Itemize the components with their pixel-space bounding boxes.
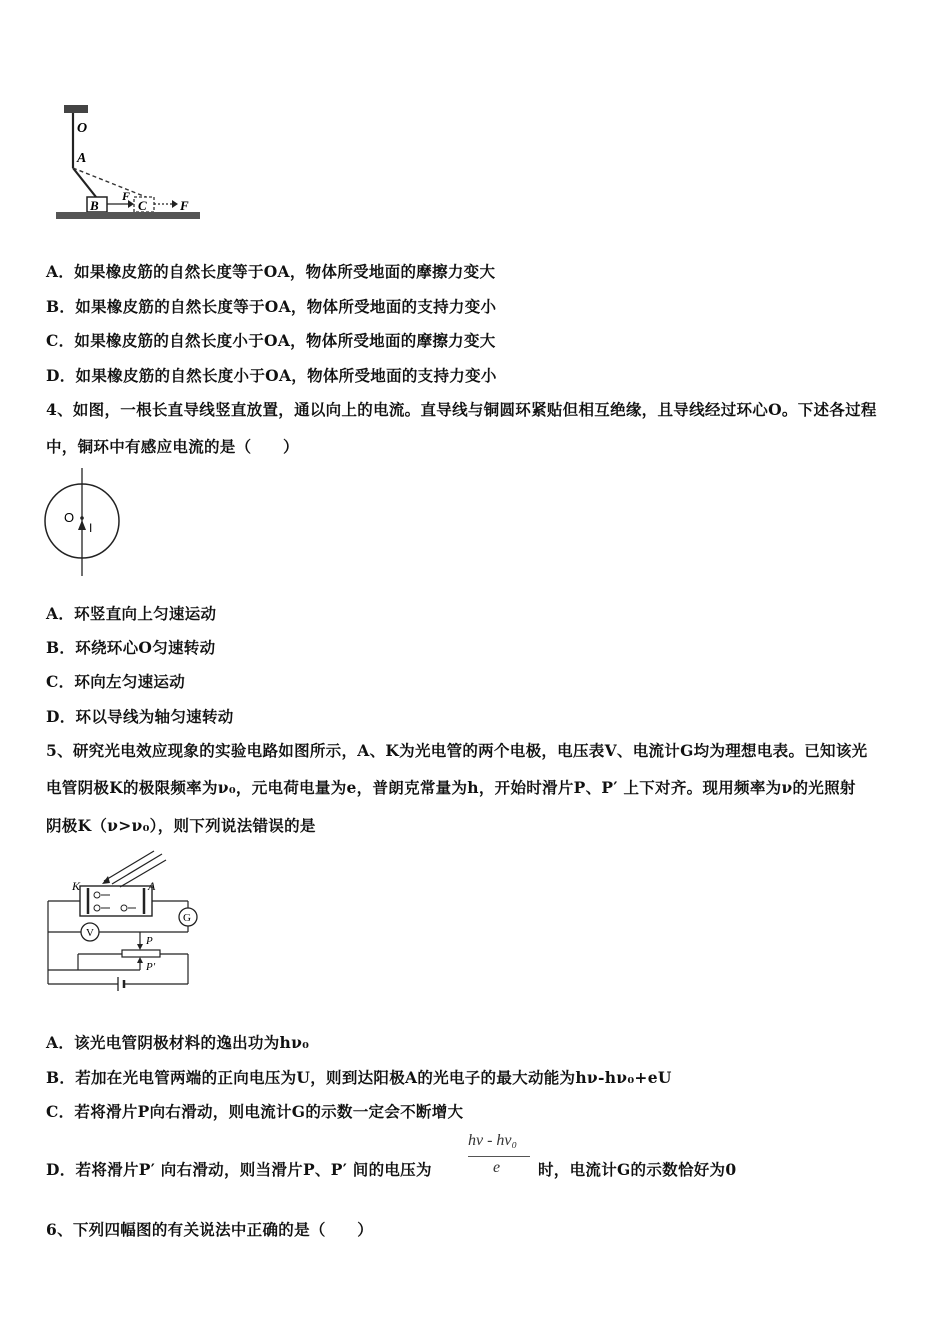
ceiling-mount [64, 105, 88, 113]
q5-stem-line1: 5、研究光电效应现象的实验电路如图所示，A、K为光电管的两个电极，电压表V、电流计G均为理想电表。已知该光 [46, 741, 868, 760]
label-f2: F [180, 198, 189, 213]
q5-option-d-post: 时，电流计G的示数恰好为0 [538, 1160, 737, 1179]
rheostat [122, 950, 160, 957]
slider-p2-icon [137, 957, 143, 963]
q5-stem-line2: 电管阴极K的极限频率为ν₀，元电荷电量为e，普朗克常量为h，开始时滑片P、P′ 上下对齐。现用频率为ν的光照射 [46, 778, 856, 797]
q6-stem: 6、下列四幅图的有关说法中正确的是（ ） [46, 1220, 374, 1239]
light-beam-3 [120, 860, 166, 887]
q3-option-c: C．如果橡皮筋的自然长度小于OA，物体所受地面的摩擦力变大 [46, 331, 496, 350]
fraction-numerator: hv - hv₀ [468, 1132, 518, 1149]
q3-option-b: B．如果橡皮筋的自然长度等于OA，物体所受地面的支持力变小 [46, 297, 497, 316]
force-arrow-f2-head [172, 200, 178, 208]
label-f: F [122, 189, 131, 203]
label-p: P [146, 935, 153, 947]
photo-tube [80, 886, 152, 916]
fraction-bar [468, 1156, 530, 1157]
light-beam-1 [104, 851, 154, 881]
q3-figure [54, 100, 204, 225]
q5-option-c: C．若将滑片P向右滑动，则电流计G的示数一定会不断增大 [46, 1102, 464, 1121]
q5-option-d-pre: D．若将滑片P′ 向右滑动，则当滑片P、P′ 间的电压为 [46, 1160, 432, 1179]
current-arrow-icon [78, 520, 86, 530]
light-arrow-icon [102, 876, 110, 884]
slider-p-icon [137, 944, 143, 950]
q5-stem-line3: 阴极K（ν>ν₀），则下列说法错误的是 [46, 816, 316, 835]
label-k: K [72, 879, 81, 893]
label-i: I [89, 521, 93, 535]
fraction-denominator: e [493, 1159, 501, 1176]
q5-figure-svg [42, 846, 212, 1001]
q4-option-b: B．环绕环心O匀速转动 [46, 638, 216, 657]
q3-option-d: D．如果橡皮筋的自然长度小于OA，物体所受地面的支持力变小 [46, 366, 497, 385]
q5-option-b: B．若加在光电管两端的正向电压为U，则到达阳极A的光电子的最大动能为hν-hν₀+eU [46, 1068, 672, 1087]
electron-1 [94, 892, 100, 898]
q4-figure-svg [40, 466, 130, 578]
q3-option-a: A．如果橡皮筋的自然长度等于OA，物体所受地面的摩擦力变大 [46, 262, 496, 281]
label-o: O [77, 121, 88, 136]
label-b: B [90, 198, 99, 213]
q4-option-c: C．环向左匀速运动 [46, 672, 186, 691]
q3-figure-svg [54, 100, 204, 225]
q4-option-d: D．环以导线为轴匀速转动 [46, 707, 234, 726]
q4-stem-line1: 4、如图，一根长直导线竖直放置，通以向上的电流。直导线与铜圆环紧贴但相互绝缘，且导线经过环心O。下述各过程 [46, 400, 877, 419]
q4-stem-line2: 中，铜环中有感应电流的是（ ） [46, 437, 299, 456]
q5-option-d-fraction [466, 1132, 532, 1184]
label-p2: P′ [146, 961, 156, 973]
label-v: V [86, 927, 94, 939]
label-o: O [64, 510, 75, 525]
ring-center [80, 516, 84, 520]
label-a: A [148, 879, 156, 893]
electron-3 [121, 905, 127, 911]
q5-figure [42, 846, 212, 1001]
electron-2 [94, 905, 100, 911]
ground [56, 212, 200, 219]
q5-option-a: A．该光电管阴极材料的逸出功为hν₀ [46, 1033, 310, 1052]
label-a: A [77, 151, 87, 166]
label-c: C [138, 198, 147, 213]
rubber-band-ab [73, 168, 96, 197]
label-g: G [183, 912, 191, 924]
q4-figure [40, 466, 130, 578]
q4-option-a: A．环竖直向上匀速运动 [46, 604, 217, 623]
